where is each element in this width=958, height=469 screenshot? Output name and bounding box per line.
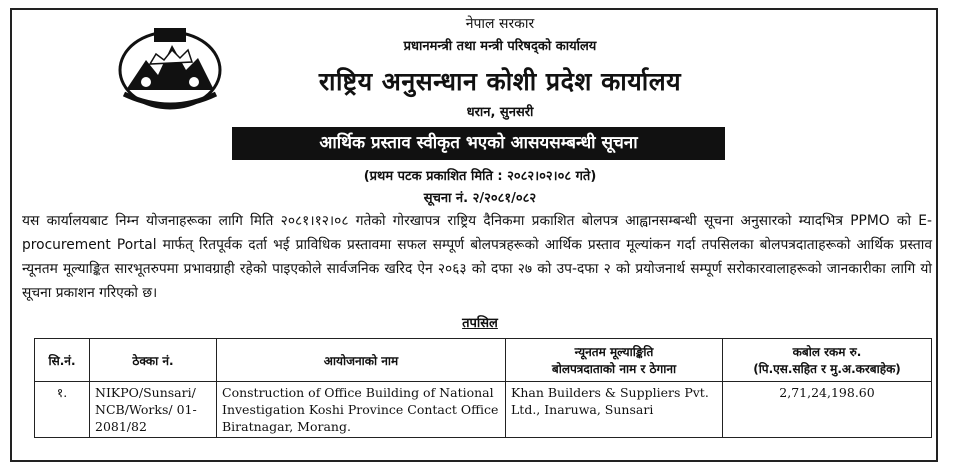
table-row [35, 382, 932, 438]
notice-body [22, 209, 932, 305]
cell-amount: 2,71,24,198.60 [723, 382, 932, 438]
award-table [34, 338, 932, 438]
notice-number: सूचना नं. २/२०८१/०८२ [423, 191, 537, 206]
ministry-name: प्रधानमन्त्री तथा मन्त्री परिषद्को कार्यालय [403, 39, 597, 54]
notice-body-text: यस कार्यालयबाट निम्न योजनाहरूका लागि मिति २०८१।१२।०८ गतेको गोरखापत्र राष्ट्रिय दैनिकमा प्रकाशित बोलपत्र आह्वानसम्बन्धी सूचना अनुसारको म्यादभित्र PPMO को E-procurement Portal मार्फत् रितपूर्वक दर्ता भई प्राविधिक प्रस्तावमा सफल सम्पूर्ण बोलपत्रहरूको आर्थिक प्रस्ताव मूल्यांकन गर्दा तपसिलका बोलपत्रदाताहरूको आर्थिक प्रस्ताव न्यूनतम मूल्याङ्कित सारभूतरुपमा प्रभावग्राही रहेको पाइएकोले सार्वजनिक खरिद ऐन २०६३ को दफा २७ को उप-दफा २ को प्रयोजनार्थ सम्पूर्ण सरोकारवालाहरूको जानकारीका लागि यो सूचना प्रकाशन गरिएको छ। [22, 213, 932, 301]
header-project-name: आयोजनाको नाम [217, 339, 506, 382]
header-contract-no: ठेक्का नं. [90, 339, 217, 382]
government-name: नेपाल सरकार [465, 16, 535, 32]
first-published-date: (प्रथम पटक प्रकाशित मिति : २०८२।०२।०८ गते) [363, 169, 597, 184]
header-amount-line2: (पि.एस.सहित र मु.अ.करबाहेक) [753, 362, 901, 376]
office-location: धरान, सुनसरी [466, 105, 534, 120]
header-amount [723, 339, 932, 382]
header-bidder [506, 339, 723, 382]
details-heading: तपसिल [462, 316, 498, 331]
cell-project-name: Construction of Office Building of National Investigation Koshi Province Contact Office Biratnagar, Morang. [217, 382, 506, 438]
notice-banner-title: आर्थिक प्रस्ताव स्वीकृत भएको आसयसम्बन्धी सूचना [232, 127, 725, 160]
header-sn: सि.नं. [35, 339, 90, 382]
header-bidder-line2: बोलपत्रदाताको नाम र ठेगाना [551, 362, 677, 376]
cell-bidder: Khan Builders & Suppliers Pvt. Ltd., Inaruwa, Sunsari [506, 382, 723, 438]
table-header-row [35, 339, 932, 382]
header-amount-line1: कबोल रकम रु. [792, 345, 862, 359]
header-bidder-line1: न्यूनतम मूल्याङ्किति [574, 345, 654, 359]
cell-sn: १. [35, 382, 90, 438]
office-title: राष्ट्रिय अनुसन्धान कोशी प्रदेश कार्यालय [318, 67, 682, 96]
nepal-government-emblem-icon [116, 20, 224, 112]
cell-contract-no: NIKPO/Sunsari/ NCB/Works/ 01-2081/82 [90, 382, 217, 438]
